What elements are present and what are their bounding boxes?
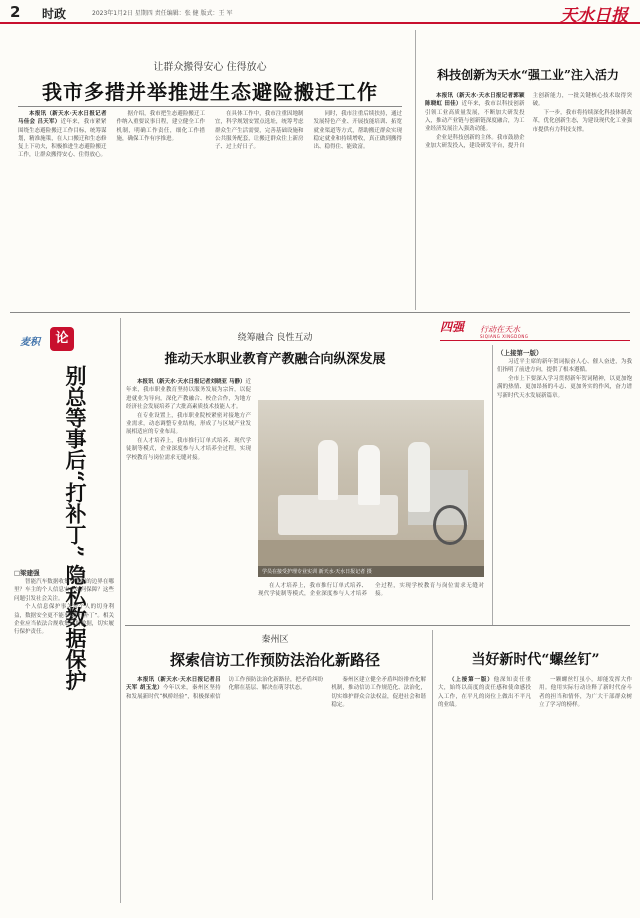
section-rule [10,312,630,313]
commentary-tag-label: 麦积 [20,337,40,348]
page-meta: 2023年1月2日 星期四 责任编辑：张 健 版式：王 军 [92,10,233,17]
right-top-paragraph: 企业是科技创新的主体。我市鼓励企业加大研发投入，建设研发平台，提升自主创新能力，一批关键核心技术取得突破。 [425,93,632,150]
page-number: 2 [10,3,21,21]
bottom-left-body [126,676,426,901]
commentary-title: 别总等事后“打补丁” 隐私数据保护 [63,365,88,691]
siqiang-logo: 四强 行动在天水 SIQIANG XINGDONG [440,318,630,342]
commentary-body [14,578,114,898]
commentary-byline: □梁建强 [14,569,40,577]
middle-story-paragraph: 近年来，我市职业教育坚持以服务发展为宗旨，以促进就业为导向，深化产教融合、校企合作，为地方经济社会发展培养了大批高素质技术技能人才。 [126,379,251,410]
right-top-byline: 本报讯（新天水·天水日报记者郭颖 陈晓虹 田佳） [425,93,525,108]
middle-story-paragraph: 在专业设置上，我市职业院校紧密对接地方产业需求，动态调整专业结构，形成了与区域产业发展相适应的专业布局。 [126,412,251,436]
bottom-left-headline: 探索信访工作预防法治化新路径 [169,651,380,669]
newspaper-logo: 天水日报 [560,6,628,26]
bottom-left-paragraph: 今年以来，秦州区坚持和发展新时代“枫桥经验”，积极探索信访工作预防法治化新路径，把矛盾纠纷化解在基层、解决在萌芽状态。 [126,677,324,700]
top-story-kicker: 让群众搬得安心 住得放心 [153,62,267,73]
middle-story-headline: 推动天水职业教育产教融合向纵深发展 [164,352,386,367]
commentary-tag-badge: 论 [50,327,74,351]
page-section-name: 时政 [42,7,67,21]
continued-paragraph: 习近平主席的新年贺词振奋人心、催人奋进，为我们指明了前进方向，提供了根本遵循。 [497,359,632,374]
photo-bed [278,495,398,535]
right-top-paragraph: 下一步，我市将持续深化科技体制改革，优化创新生态，为建设现代化工业强市提供有力科技支撑。 [532,110,632,133]
photo-wheelchair [433,505,467,545]
commentary-paragraph: 智能汽车数据收集与使用的边界在哪里？车主的个人信息安全如何保障？这些问题引发社会关注。 [14,579,114,602]
bottom-right-paragraph: 他深知责任重大，始终以高度的责任感和使命感投入工作，在平凡的岗位上做出不平凡的业绩。 [438,677,531,708]
column-divider [415,30,416,310]
commentary-paragraph: 个人信息保护事关每个人的切身利益，数据安全更不能事后“打补丁”。相关企业应当依法合规收集使用数据，切实履行保护责任。 [14,604,114,636]
top-story-paragraph: 在具体工作中，我市注重因地制宜，科学规划安置点选址，统筹考虑群众生产生活需要，完善基础设施和公共服务配套，让搬迁群众住上新房子、过上好日子。 [215,111,304,151]
photo-person [408,442,430,512]
top-story-rule [18,106,402,107]
bottom-right-byline: （上接第一版） [449,677,494,683]
top-story-paragraph: 同时，我市注重后续扶持，通过发展特色产业、开展技能培训、拓宽就业渠道等方式，帮助搬迁群众实现稳定就业和持续增收，真正做到搬得出、稳得住、能致富。 [313,111,402,151]
bottom-right-paragraph: 一颗螺丝钉虽小，却能发挥大作用。他用实际行动诠释了新时代奋斗者的担当和情怀，为广大干部群众树立了学习的榜样。 [539,677,632,708]
column-divider [492,345,493,625]
bottom-left-kicker: 秦州区 [261,635,289,645]
right-top-paragraph: 近年来，我市以科技创新引领工业高质量发展，不断加大研发投入，推动产业链与创新链深度融合，为工业经济发展注入强劲动能。 [425,101,525,133]
bottom-left-paragraph: 秦州区建立健全矛盾纠纷排查化解机制，推动信访工作规范化、法治化，切实维护群众合法权益，促进社会和谐稳定。 [331,677,426,708]
photo-person [358,445,380,505]
page-header [0,0,640,24]
top-story-byline: 本报讯（新天水·天水日报记者马佳会 吕天军） [18,111,107,126]
middle-story-paragraph: 在人才培养上，我市推行订单式培养、现代学徒制等模式，企业深度参与人才培养全过程，实现学校教育与岗位需求无缝对接。 [126,438,251,461]
bottom-right-body [438,676,632,901]
news-photo [258,400,484,577]
section-rule [125,625,630,626]
column-divider [432,630,433,900]
bottom-left-byline: 本报讯（新天水·天水日报记者吕天军 胡玉龙） [126,677,221,692]
middle-story-paragraph: 在人才培养上，我市推行订单式培养、现代学徒制等模式，企业深度参与人才培养全过程，实现学校教育与岗位需求无缝对接。 [258,583,484,598]
commentary-tag [20,330,76,352]
top-story-paragraph: 近年来，我市紧紧围绕生态避险搬迁工作目标，统筹谋划，精准施策，在人口搬迁和生态修复上下功夫，积极推进生态避险搬迁工作，让群众搬得安心、住得放心。 [18,119,107,159]
column-divider [120,318,121,903]
top-story-headline: 我市多措并举推进生态避险搬迁工作 [42,80,378,104]
photo-caption: 学员在接受护理专业实训 新天水·天水日报记者 摄 [258,566,484,577]
middle-story-byline: 本报讯（新天水·天水日报记者刘晓亚 马静） [137,379,246,385]
continued-body [497,358,632,623]
bottom-right-headline: 当好新时代“螺丝钉” [471,652,600,668]
right-top-body [425,92,632,310]
continued-paragraph: 全市上下要深入学习贯彻新年贺词精神，以更加饱满的热情、更加昂扬的斗志、更加务实的作风，奋力谱写新时代天水发展新篇章。 [497,376,632,399]
top-story-body [18,110,402,305]
middle-story-kicker: 绕筹融合 良性互动 [237,333,313,343]
photo-person [318,440,338,500]
top-story-paragraph: 据介绍，我市把生态避险搬迁工作纳入重要议事日程，建立健全工作机制，明确工作责任，细化工作措施，确保工作有序推进。 [116,111,205,142]
right-top-headline: 科技创新为天水“强工业”注入活力 [437,68,619,82]
continued-label: （上接第一版） [497,349,543,357]
middle-story-continued [258,582,484,617]
